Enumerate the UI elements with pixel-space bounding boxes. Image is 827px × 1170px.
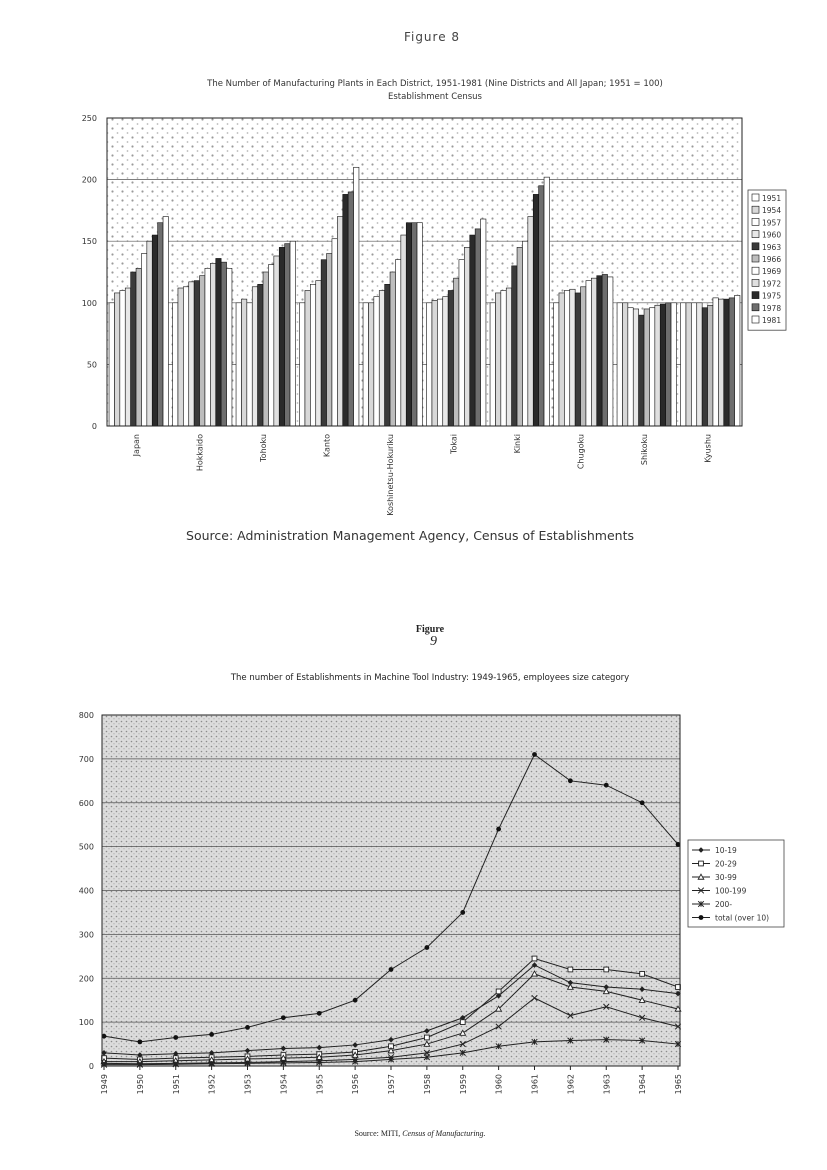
y-tick-label: 50 — [86, 360, 97, 370]
point-total (over 10) — [568, 778, 573, 783]
legend-label-200-: 200- — [715, 900, 733, 909]
figure-2-source-prefix: Source: MITI, — [354, 1129, 403, 1138]
legend-label-total (over 10): total (over 10) — [715, 913, 770, 923]
figure-1-label: Figure 8 — [403, 30, 461, 44]
legend-label-1972: 1972 — [762, 279, 782, 289]
y-tick-label: 400 — [78, 886, 94, 896]
legend-label-100-199: 100-199 — [715, 886, 747, 896]
y-tick-label: 100 — [78, 1018, 94, 1028]
x-tick-label: 1960 — [494, 1074, 504, 1095]
point-total (over 10) — [389, 967, 394, 972]
y-tick-label: 200 — [78, 974, 94, 984]
point-20-29 — [604, 967, 609, 972]
legend-label-1978: 1978 — [762, 303, 782, 313]
legend-label-20-29: 20-29 — [715, 859, 737, 869]
y-tick-label: 100 — [81, 298, 97, 308]
x-tick-label: 1957 — [387, 1074, 396, 1095]
legend-label-1981: 1981 — [762, 316, 782, 325]
legend-label-1975: 1975 — [762, 291, 782, 301]
x-tick-label: 1964 — [638, 1074, 648, 1095]
point-total (over 10) — [353, 998, 358, 1003]
legend-marker-20-29 — [699, 861, 704, 866]
point-20-29 — [460, 1020, 465, 1025]
x-tick-label: 1952 — [207, 1074, 217, 1095]
x-tick-label: Koshinetsu-Hokuriku — [385, 434, 395, 516]
point-total (over 10) — [245, 1025, 250, 1030]
figure-2-source — [300, 1129, 540, 1138]
legend-label-1954: 1954 — [762, 206, 782, 216]
point-total (over 10) — [496, 827, 501, 832]
x-tick-label: 1956 — [351, 1074, 361, 1095]
y-tick-label: 600 — [78, 798, 94, 808]
legend-label-1957: 1957 — [762, 218, 782, 228]
legend-label-1966: 1966 — [762, 255, 782, 264]
x-tick-label: Kyushu — [703, 434, 713, 463]
x-tick-label: 1949 — [100, 1074, 109, 1095]
figure-2-title: The number of Establishments in Machine Tool Industry: 1949-1965, employees size category — [230, 673, 630, 683]
y-tick-label: 150 — [81, 237, 97, 247]
figure-2-source-title: Census of Manufacturing. — [402, 1129, 486, 1138]
point-total (over 10) — [604, 783, 609, 788]
legend-marker-total (over 10) — [699, 915, 704, 920]
figure-2-label: Figure — [415, 624, 445, 635]
x-tick-label: Hokkaido — [195, 434, 205, 472]
legend-label-10-19: 10-19 — [715, 846, 737, 855]
x-tick-label: 1953 — [243, 1074, 253, 1095]
x-tick-label: 1962 — [566, 1074, 576, 1095]
x-tick-label: Shikoku — [639, 434, 649, 466]
y-tick-label: 500 — [78, 842, 94, 852]
x-tick-label: 1954 — [279, 1074, 289, 1095]
x-tick-label: 1965 — [674, 1074, 683, 1095]
point-total (over 10) — [640, 800, 645, 805]
x-tick-label: 1950 — [135, 1074, 145, 1095]
point-total (over 10) — [137, 1039, 142, 1044]
point-20-29 — [424, 1035, 429, 1040]
point-total (over 10) — [281, 1015, 286, 1020]
point-total (over 10) — [532, 752, 537, 757]
figure-2-number: 9 — [430, 634, 437, 649]
point-20-29 — [640, 971, 645, 976]
point-total (over 10) — [317, 1011, 322, 1016]
point-total (over 10) — [173, 1035, 178, 1040]
point-20-29 — [532, 956, 537, 961]
point-20-29 — [568, 967, 573, 972]
y-tick-label: 200 — [81, 175, 97, 185]
point-20-29 — [496, 989, 501, 994]
x-tick-label: 1961 — [530, 1074, 540, 1095]
legend-label-30-99: 30-99 — [715, 873, 737, 882]
x-tick-label: Kanto — [322, 434, 332, 458]
x-tick-label: Tokai — [449, 434, 459, 455]
x-tick-label: 1955 — [315, 1074, 325, 1095]
y-tick-label: 0 — [91, 422, 97, 431]
point-total (over 10) — [424, 945, 429, 950]
y-tick-label: 800 — [78, 711, 94, 720]
x-tick-label: Kinki — [512, 434, 522, 454]
x-tick-label: Japan — [131, 434, 141, 457]
figure-1-title-line-2: Establishment Census — [387, 92, 482, 102]
point-total (over 10) — [460, 910, 465, 915]
x-tick-label: 1963 — [602, 1074, 612, 1095]
x-tick-label: Tohoku — [258, 434, 268, 462]
legend-label-1951: 1951 — [762, 194, 782, 203]
x-tick-label: 1951 — [171, 1074, 181, 1095]
point-total (over 10) — [209, 1032, 214, 1037]
y-tick-label: 300 — [78, 930, 94, 940]
y-tick-label: 700 — [78, 754, 94, 764]
legend-label-1960: 1960 — [762, 230, 782, 240]
x-tick-label: 1958 — [422, 1074, 432, 1095]
figure-1-source: Source: Administration Management Agency, Census of Establishments — [186, 528, 634, 543]
x-tick-label: Chugoku — [576, 434, 586, 470]
y-tick-label: 0 — [88, 1062, 94, 1071]
legend-label-1969: 1969 — [762, 267, 782, 277]
figure-1-title-line-1: The Number of Manufacturing Plants in Each District, 1951-1981 (Nine Districts and All Japan; 1951 = 100) — [207, 79, 663, 89]
legend-label-1963: 1963 — [762, 242, 782, 252]
x-tick-label: 1959 — [458, 1074, 468, 1095]
y-tick-label: 250 — [81, 114, 97, 123]
